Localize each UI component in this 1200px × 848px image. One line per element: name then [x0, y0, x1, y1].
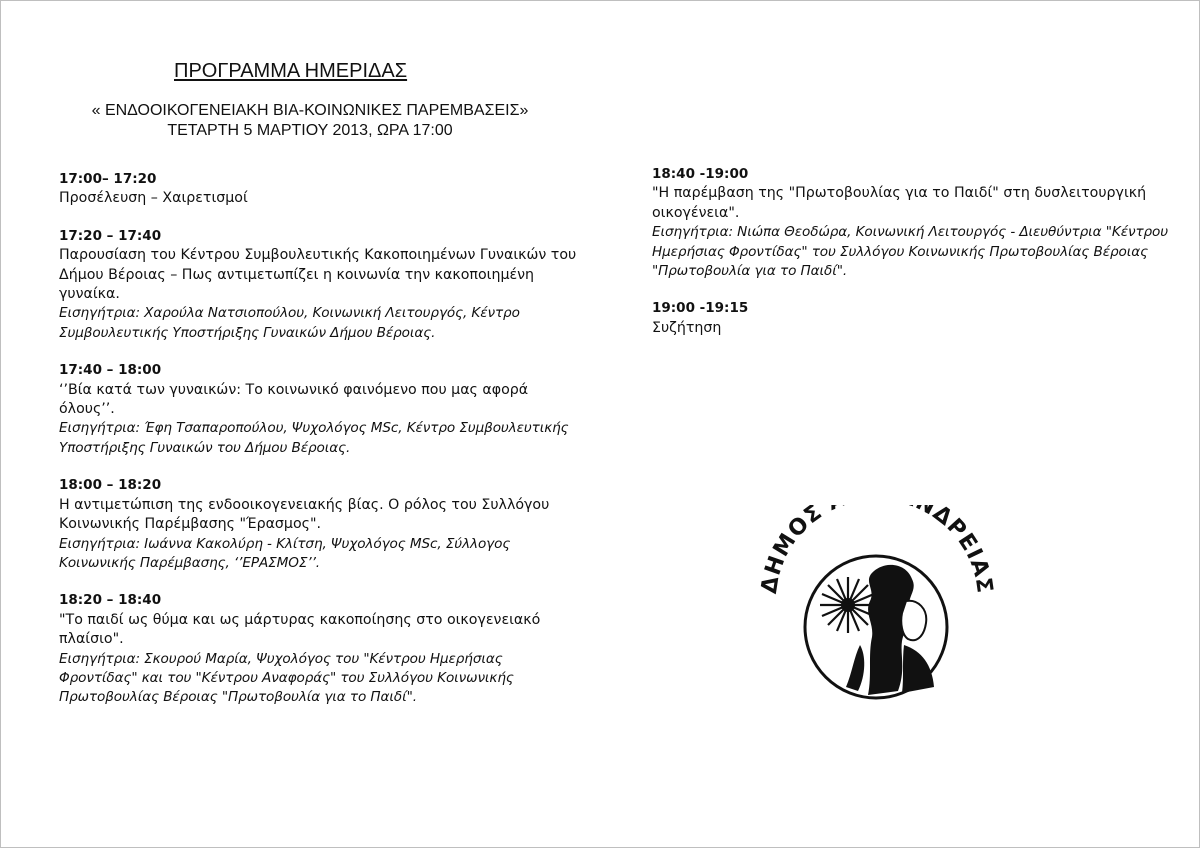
program-session — [59, 591, 579, 707]
vergina-sun-icon — [820, 577, 876, 633]
program-session — [59, 361, 579, 458]
program-column-right — [652, 165, 1172, 356]
session-topic: "Η παρέμβαση της "Πρωτοβουλίας για το Παιδί" στη δυσλειτουργική οικογένεια". — [652, 185, 1147, 221]
session-topic: Προσέλευση – Χαιρετισμοί — [59, 190, 248, 207]
program-session — [59, 227, 579, 343]
session-time: 19:00 -19:15 — [652, 300, 749, 317]
session-speaker: Εισηγήτρια: Νιώπα Θεοδώρα, Κοινωνική Λειτουργός - Διευθύντρια "Κέντρου Ημερήσιας Φροντίδας" του Συλλόγου Κοινωνικής Πρωτοβουλίας Βέροιας "Πρωτοβουλία για το Παιδί". — [652, 224, 1169, 280]
event-name: « ΕΝΔΟΟΙΚΟΓΕΝΕΙΑΚΗ ΒΙΑ-ΚΟΙΝΩΝΙΚΕΣ ΠΑΡΕΜΒΑΣΕΙΣ» — [91, 102, 529, 119]
session-speaker: Εισηγήτρια: Χαρούλα Νατσιοπούλου, Κοινωνική Λειτουργός, Κέντρο Συμβουλευτικής Υποστήριξης Γυναικών Δήμου Βέροιας. — [59, 305, 520, 341]
session-time: 17:20 – 17:40 — [59, 227, 162, 244]
session-time: 17:40 – 18:00 — [59, 362, 162, 379]
session-topic: Συζήτηση — [652, 319, 722, 336]
session-speaker: Εισηγήτρια: Σκουρού Μαρία, Ψυχολόγος του "Κέντρου Ημερήσιας Φροντίδας" και του "Κέντρου Αναφοράς" του Συλλόγου Κοινωνικής Πρωτοβουλίας Βέροιας "Πρωτοβουλία για το Παιδί". — [59, 650, 514, 706]
municipality-logo — [756, 505, 996, 700]
session-time: 17:00– 17:20 — [59, 171, 157, 187]
logo-text: ΔΗΜΟΣ ΝΔΡΕΙΑΣ — [757, 505, 996, 596]
session-topic: "Το παιδί ως θύμα και ως μάρτυρας κακοποίησης στο οικογενειακό πλαίσιο". — [59, 611, 541, 648]
municipality-seal-icon — [756, 505, 996, 700]
session-topic: Η αντιμετώπιση της ενδοοικογενειακής βίας. Ο ρόλος του Συλλόγου Κοινωνικής Παρέμβασης "Έρασμος". — [59, 496, 550, 533]
session-speaker: Εισηγήτρια: Έφη Τσαπαροπούλου, Ψυχολόγος MSc, Κέντρο Συμβουλευτικής Υποστήριξης Γυναικών του Δήμου Βέροιας. — [59, 420, 569, 456]
program-session — [59, 170, 579, 209]
program-column-left — [59, 170, 579, 726]
program-session — [652, 299, 1172, 338]
program-session — [59, 476, 579, 573]
session-time: 18:40 -19:00 — [652, 166, 749, 182]
program-session — [652, 165, 1172, 281]
session-speaker: Εισηγήτρια: Ιωάννα Κακολύρη - Κλίτση, Ψυχολόγος MSc, Σύλλογος Κοινωνικής Παρέμβασης, ‘’ΕΡΑΣΜΟΣ’’. — [59, 535, 511, 571]
session-time: 18:00 – 18:20 — [59, 477, 162, 494]
event-subtitle — [40, 101, 580, 141]
session-topic: ‘’Βία κατά των γυναικών: Το κοινωνικό φαινόμενο που μας αφορά όλους’’. — [59, 381, 529, 418]
event-date: ΤΕΤΑΡΤΗ 5 ΜΑΡΤΙΟΥ 2013, ΩΡΑ 17:00 — [167, 122, 453, 139]
session-topic: Παρουσίαση του Κέντρου Συμβουλευτικής Κακοποιημένων Γυναικών του Δήμου Βέροιας – Πως αντιμετωπίζει η κοινωνία την κακοποιημένη γυναίκα. — [59, 247, 577, 303]
page-title: ΠΡΟΓΡΑΜΜΑ ΗΜΕΡΙΔΑΣ — [174, 60, 408, 82]
session-time: 18:20 – 18:40 — [59, 592, 162, 609]
